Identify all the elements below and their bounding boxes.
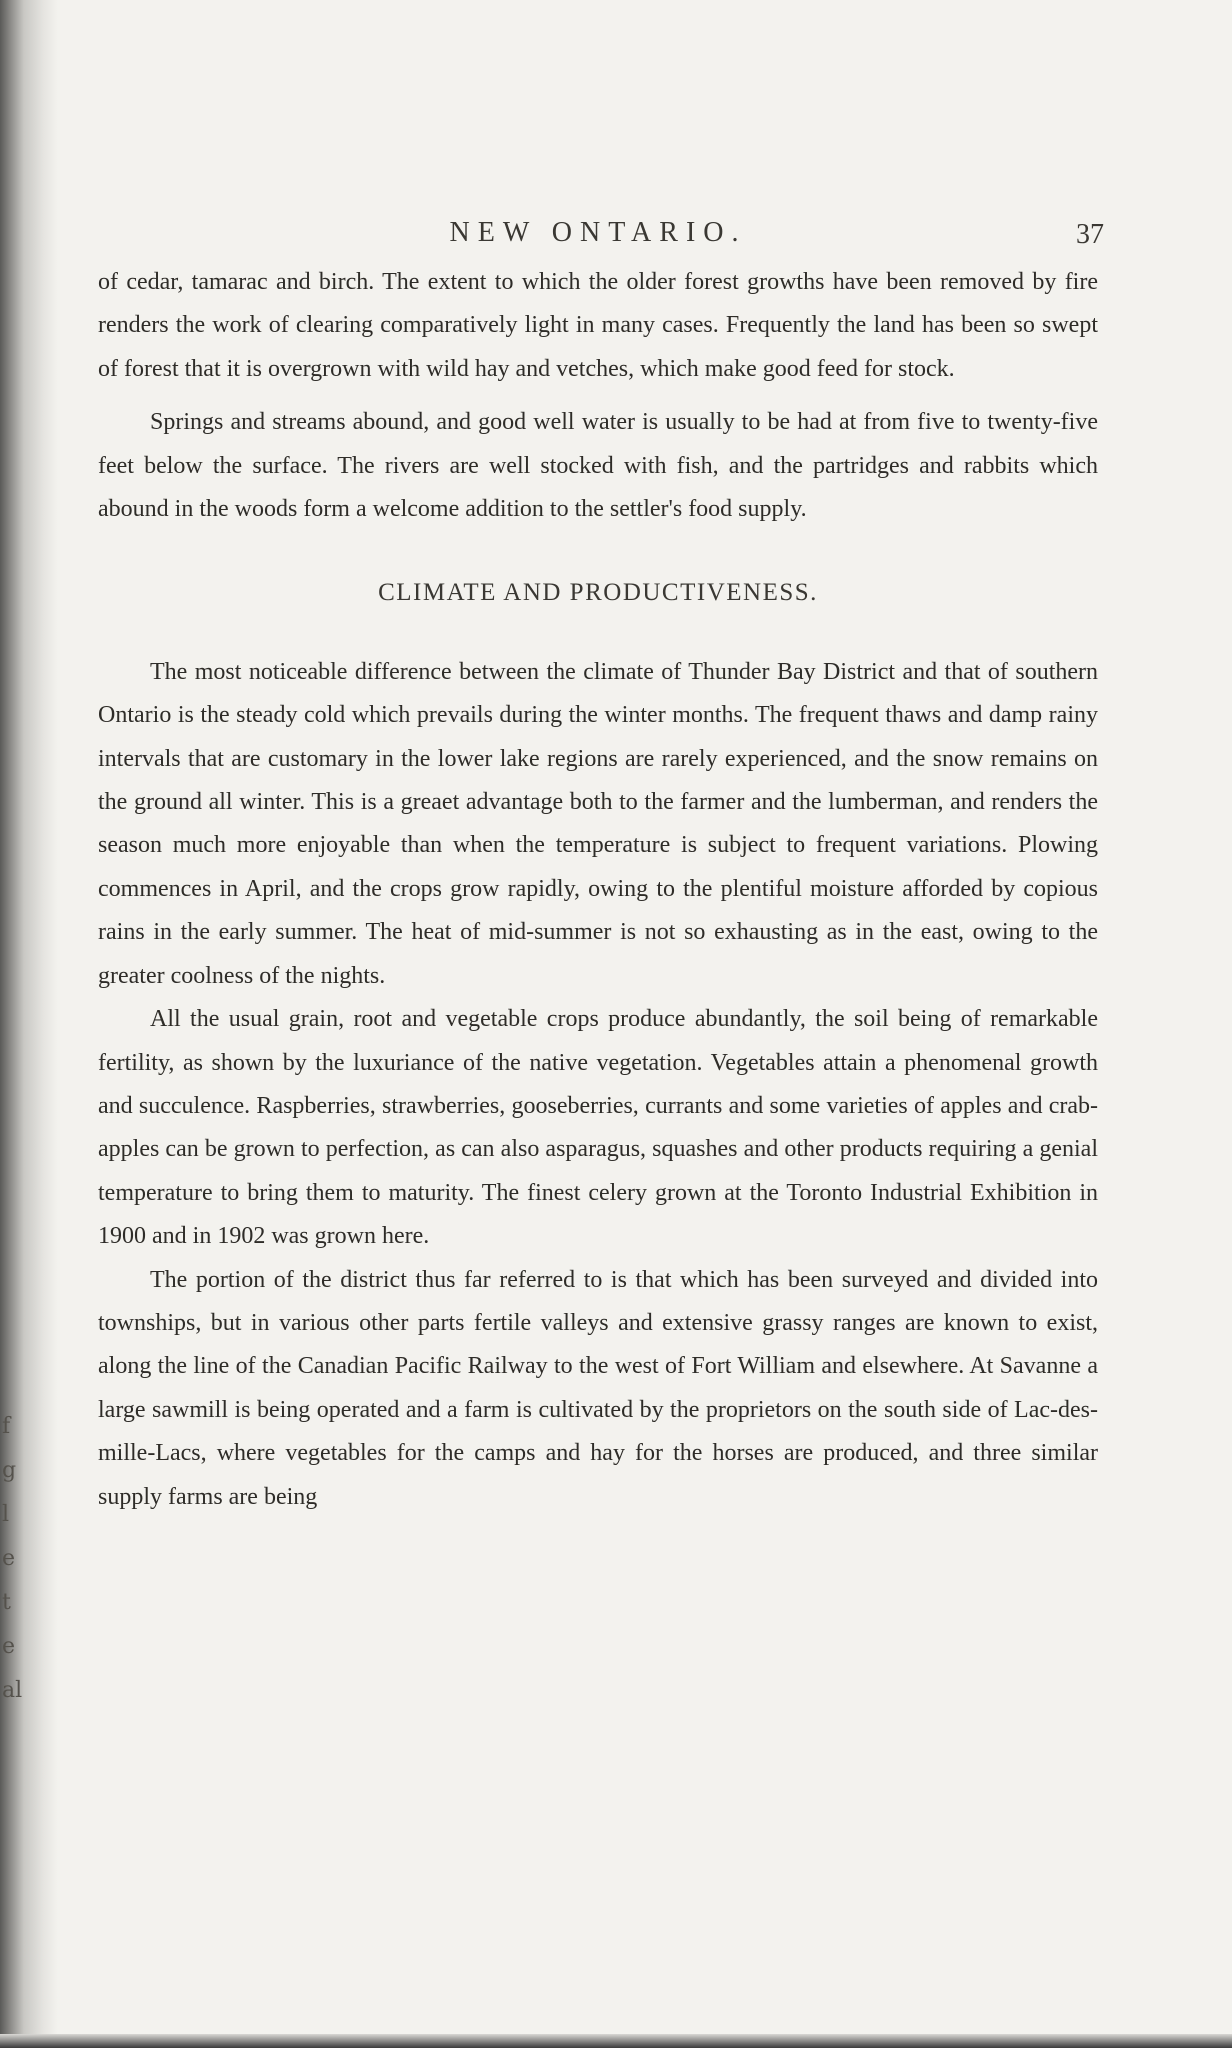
paragraph-springs: Springs and streams abound, and good well water is usually to be had at from five to twenty-five feet below the surface. The rivers are well stocked with fish, and the partridges and rabbits which abound in the woods form a welcome addition to the settler's food supply. <box>98 409 1098 523</box>
bleed-letter: e <box>2 1634 16 1659</box>
paragraph-district: The portion of the district thus far referred to is that which has been surveyed and divided into townships, but in various other parts fertile valleys and extensive grassy ranges are known to exist, along the line of the Canadian Pacific Railway to the west of Fort William and elsewhere. At Savanne a large sawmill is being operated and a farm is cultivated by the proprietors on the south side of Lac-des-mille-Lacs, where vegetables for the camps and hay for the horses are produced, and three similar supply farms are being <box>98 1266 1098 1510</box>
page-number: 37 <box>1076 219 1104 250</box>
paragraph-crops: All the usual grain, root and vegetable crops produce abundantly, the soil being of remarkable fertility, as shown by the luxuriance of the native vegetation. Vegetables attain a phenomenal growth and succulence. Raspberries, strawberries, gooseberries, currants and some varieties of apples and crab-apples can be grown to perfection, as can also asparagus, squashes and other products requiring a genial temperature to bring them to maturity. The finest celery grown at the Toronto Industrial Exhibition in 1900 and in 1902 was grown here. <box>98 1006 1098 1250</box>
running-title: NEW ONTARIO. <box>449 217 747 248</box>
page-text-block <box>98 205 1104 1519</box>
facing-page-bleed <box>2 1405 22 1713</box>
running-head <box>98 205 1104 261</box>
bleed-letter: e <box>2 1546 16 1571</box>
page-bottom-edge <box>0 2034 1232 2048</box>
bleed-letter: t <box>2 1590 11 1615</box>
bleed-letter: al <box>2 1678 23 1703</box>
book-gutter <box>0 0 58 2048</box>
bleed-letter: l <box>2 1502 10 1527</box>
paragraph-continued: of cedar, tamarac and birch. The extent to which the older forest growths have been removed by fire renders the work of clearing comparatively light in many cases. Frequently the land has been so swept of forest that it is overgrown with wild hay and vetches, which make good feed for stock. <box>98 269 1098 382</box>
bleed-letter: f <box>2 1414 11 1439</box>
paragraph-climate: The most noticeable difference between the climate of Thunder Bay District and that of southern Ontario is the steady cold which prevails during the winter months. The frequent thaws and damp rainy intervals that are customary in the lower lake regions are rarely experienced, and the snow remains on the ground all winter. This is a greaet advantage both to the farmer and the lumberman, and renders the season much more enjoyable than when the temperature is subject to frequent variations. Plowing commences in April, and the crops grow rapidly, owing to the plentiful moisture afforded by copious rains in the early summer. The heat of mid-summer is not so exhausting as in the east, owing to the greater coolness of the nights. <box>98 658 1098 989</box>
bleed-letter: g <box>2 1458 17 1483</box>
section-heading: CLIMATE AND PRODUCTIVENESS. <box>378 579 818 607</box>
